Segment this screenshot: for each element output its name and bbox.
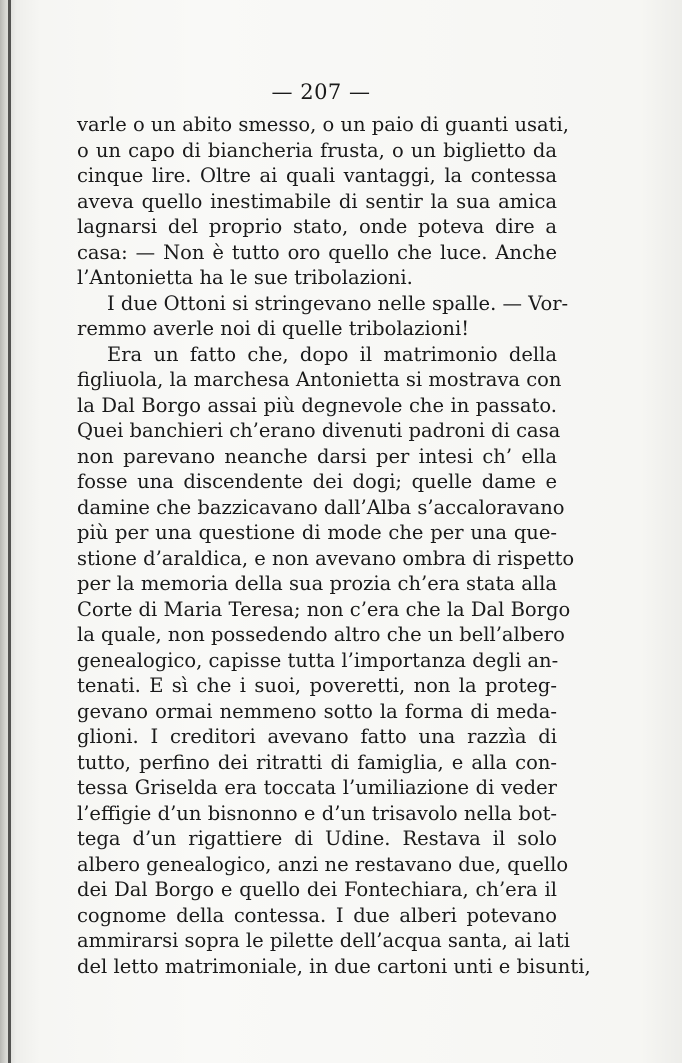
text-line: tutto, perfino dei ritratti di famiglia, e alla con- bbox=[77, 750, 557, 774]
text-line: ammirarsi sopra le pilette dell’acqua santa, ai lati bbox=[77, 929, 570, 952]
text-line: non parevano neanche darsi per intesi ch’ ella bbox=[77, 444, 557, 468]
page-binding-edge bbox=[8, 0, 11, 1063]
text-line: Corte di Maria Teresa; non c’era che la Dal Borgo bbox=[77, 597, 571, 621]
text-line: l’Antonietta ha le sue tribolazioni. bbox=[77, 266, 413, 289]
text-line: casa: — Non è tutto oro quello che luce. Anche bbox=[77, 240, 557, 264]
text-line: l’effigie d’un bisnonno e d’un trisavolo nella bot- bbox=[77, 801, 557, 825]
text-line: genealogico, capisse tutta l’importanza degli an- bbox=[77, 648, 559, 672]
text-line: albero genealogico, anzi ne restavano due, quello bbox=[77, 852, 569, 876]
text-line: gevano ormai nemmeno sotto la forma di meda- bbox=[77, 699, 557, 723]
text-line: tessa Griselda era toccata l’umiliazione di veder bbox=[77, 776, 557, 799]
text-line: aveva quello inestimabile di sentir la sua amica bbox=[77, 189, 557, 213]
text-line: la quale, non possedendo altro che un bell’albero bbox=[77, 623, 565, 646]
text-line: cognome della contessa. I due alberi potevano bbox=[77, 903, 557, 927]
text-line: cinque lire. Oltre ai quali vantaggi, la contessa bbox=[77, 164, 557, 187]
text-line: per la memoria della sua prozia ch’era stata alla bbox=[77, 572, 557, 595]
text-line: più per una questione di mode che per una que- bbox=[77, 521, 557, 544]
text-line: la Dal Borgo assai più degnevole che in passato. bbox=[77, 393, 557, 417]
text-line: glioni. I creditori avevano fatto una razzìa di bbox=[77, 725, 557, 748]
text-line: fosse una discendente dei dogi; quelle dame e bbox=[77, 470, 557, 493]
text-line: damine che bazzicavano dall’Alba s’accaloravano bbox=[77, 495, 565, 519]
text-line: dei Dal Borgo e quello dei Fontechiara, ch’era il bbox=[77, 878, 557, 901]
page-number: — 207 — bbox=[271, 80, 371, 104]
body-text bbox=[77, 112, 591, 979]
text-line: stione d’araldica, e non avevano ombra di rispetto bbox=[77, 546, 575, 570]
text-line: I due Ottoni si stringevano nelle spalle. — Vor- bbox=[107, 291, 569, 315]
text-line: o un capo di biancheria frusta, o un biglietto da bbox=[77, 138, 557, 162]
text-line: tenati. E sì che i suoi, poveretti, non la proteg- bbox=[77, 674, 557, 697]
text-line: lagnarsi del proprio stato, onde poteva dire a bbox=[77, 215, 557, 238]
text-line: Quei banchieri ch’erano divenuti padroni di casa bbox=[77, 419, 561, 442]
text-line: tega d’un rigattiere di Udine. Restava il solo bbox=[77, 827, 557, 850]
text-line: Era un fatto che, dopo il matrimonio della bbox=[107, 342, 557, 366]
text-line: del letto matrimoniale, in due cartoni unti e bisunti, bbox=[77, 954, 591, 978]
text-line: figliuola, la marchesa Antonietta si mostrava con bbox=[77, 368, 562, 391]
text-line: varle o un abito smesso, o un paio di guanti usati, bbox=[77, 113, 569, 136]
text-line: remmo averle noi di quelle tribolazioni! bbox=[77, 317, 470, 340]
